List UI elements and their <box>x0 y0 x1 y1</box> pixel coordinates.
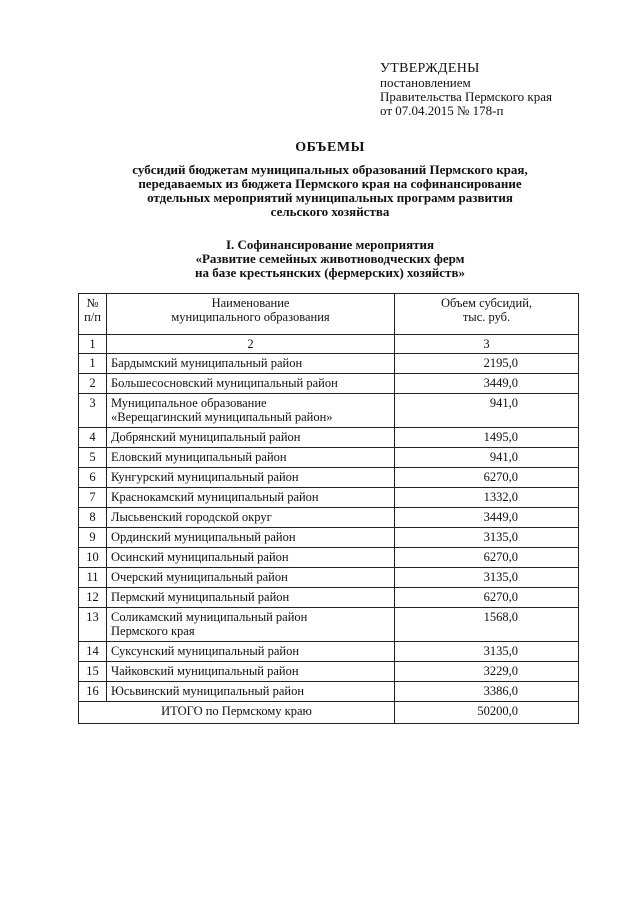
column-number: 3 <box>395 335 579 354</box>
header-no-line-2: п/п <box>84 310 101 324</box>
municipality-name <box>107 528 395 548</box>
municipality-name-line-1: Большесосновский муниципальный район <box>111 376 338 390</box>
table-row <box>79 448 579 468</box>
municipality-name-line-1: Чайковский муниципальный район <box>111 664 299 678</box>
approval-stamp <box>380 62 620 118</box>
subsidy-value: 1332,0 <box>395 488 579 508</box>
table-row <box>79 354 579 374</box>
row-number: 10 <box>79 548 107 568</box>
header-name-line-2: муниципального образования <box>171 310 330 324</box>
row-number: 4 <box>79 428 107 448</box>
municipality-name-line-1: Еловский муниципальный район <box>111 450 287 464</box>
row-number: 1 <box>79 354 107 374</box>
subsidy-value: 6270,0 <box>395 548 579 568</box>
approval-title: УТВЕРЖДЕНЫ <box>380 61 480 76</box>
municipality-name-line-1: Очерский муниципальный район <box>111 570 288 584</box>
municipality-name-line-1: Соликамский муниципальный район <box>111 610 308 624</box>
heading-line-4: сельского хозяйства <box>270 204 390 219</box>
municipality-name <box>107 374 395 394</box>
municipality-name <box>107 508 395 528</box>
municipality-name <box>107 448 395 468</box>
column-number-row <box>79 335 579 354</box>
table-row <box>79 568 579 588</box>
municipality-name-line-1: Пермский муниципальный район <box>111 590 290 604</box>
subsidy-value: 3449,0 <box>395 374 579 394</box>
table-row <box>79 468 579 488</box>
table-row <box>79 608 579 642</box>
subsidy-value: 3135,0 <box>395 528 579 548</box>
row-number: 12 <box>79 588 107 608</box>
subsidy-value: 3135,0 <box>395 642 579 662</box>
municipality-name <box>107 662 395 682</box>
subsidy-value: 1495,0 <box>395 428 579 448</box>
municipality-name-line-1: Лысьвенский городской округ <box>111 510 272 524</box>
row-number: 6 <box>79 468 107 488</box>
header-no <box>79 294 107 335</box>
heading-line-3: отдельных мероприятий муниципальных программ развития <box>147 190 513 205</box>
header-value-line-2: тыс. руб. <box>462 310 511 324</box>
row-number: 11 <box>79 568 107 588</box>
heading-line-1: субсидий бюджетам муниципальных образований Пермского края, <box>132 162 528 177</box>
municipality-name <box>107 548 395 568</box>
subsidy-value: 941,0 <box>395 394 579 428</box>
heading-line-2: передаваемых из бюджета Пермского края на софинансирование <box>138 176 522 191</box>
subsidy-value: 2195,0 <box>395 354 579 374</box>
table-header-row <box>79 294 579 335</box>
municipality-name-line-1: Суксунский муниципальный район <box>111 644 300 658</box>
row-number: 13 <box>79 608 107 642</box>
header-name <box>107 294 395 335</box>
table-row <box>79 374 579 394</box>
municipality-name-line-1: Добрянский муниципальный район <box>111 430 301 444</box>
header-no-line-1: № <box>86 296 99 310</box>
row-number: 15 <box>79 662 107 682</box>
row-number: 7 <box>79 488 107 508</box>
row-number: 3 <box>79 394 107 428</box>
document-title: ОБЪЕМЫ <box>295 140 365 155</box>
table-row <box>79 508 579 528</box>
municipality-name <box>107 568 395 588</box>
document-heading <box>80 141 580 219</box>
approval-line-3: от 07.04.2015 № 178-п <box>380 103 504 118</box>
column-number: 1 <box>79 335 107 354</box>
subsidies-table <box>78 293 579 724</box>
row-number: 5 <box>79 448 107 468</box>
municipality-name-line-2: Пермского края <box>111 624 195 638</box>
subsidy-value: 941,0 <box>395 448 579 468</box>
municipality-name <box>107 608 395 642</box>
municipality-name <box>107 428 395 448</box>
municipality-name-line-1: Бардымский муниципальный район <box>111 356 303 370</box>
approval-line-2: Правительства Пермского края <box>380 89 552 104</box>
column-number: 2 <box>107 335 395 354</box>
municipality-name-line-1: Осинский муниципальный район <box>111 550 289 564</box>
table-row <box>79 662 579 682</box>
municipality-name <box>107 394 395 428</box>
municipality-name-line-1: Юсьвинский муниципальный район <box>111 684 305 698</box>
total-value: 50200,0 <box>395 702 579 724</box>
row-number: 9 <box>79 528 107 548</box>
subsidy-value: 1568,0 <box>395 608 579 642</box>
total-row <box>79 702 579 724</box>
table-row <box>79 394 579 428</box>
header-name-line-1: Наименование <box>211 296 290 310</box>
municipality-name <box>107 488 395 508</box>
row-number: 2 <box>79 374 107 394</box>
municipality-name-line-1: Краснокамский муниципальный район <box>111 490 319 504</box>
section-line-3: на базе крестьянских (фермерских) хозяйств» <box>195 265 465 280</box>
municipality-name <box>107 468 395 488</box>
table-row <box>79 488 579 508</box>
municipality-name-line-1: Кунгурский муниципальный район <box>111 470 299 484</box>
table-row <box>79 528 579 548</box>
section-line-1: I. Софинансирование мероприятия <box>225 237 435 252</box>
header-value <box>395 294 579 335</box>
row-number: 8 <box>79 508 107 528</box>
subsidy-value: 3386,0 <box>395 682 579 702</box>
municipality-name-line-1: Муниципальное образование <box>111 396 267 410</box>
subsidy-value: 6270,0 <box>395 588 579 608</box>
table-row <box>79 642 579 662</box>
approval-line-1: постановлением <box>380 75 471 90</box>
municipality-name <box>107 354 395 374</box>
row-number: 16 <box>79 682 107 702</box>
municipality-name <box>107 682 395 702</box>
header-value-line-1: Объем субсидий, <box>440 296 533 310</box>
municipality-name <box>107 642 395 662</box>
subsidy-value: 3229,0 <box>395 662 579 682</box>
row-number: 14 <box>79 642 107 662</box>
municipality-name-line-2: «Верещагинский муниципальный район» <box>111 410 333 424</box>
section-line-2: «Развитие семейных животноводческих ферм <box>195 251 465 266</box>
subsidy-value: 3135,0 <box>395 568 579 588</box>
subsidy-value: 3449,0 <box>395 508 579 528</box>
table-row <box>79 588 579 608</box>
municipality-name-line-1: Ординский муниципальный район <box>111 530 296 544</box>
subsidy-value: 6270,0 <box>395 468 579 488</box>
municipality-name <box>107 588 395 608</box>
table-row <box>79 428 579 448</box>
section-title <box>80 238 580 280</box>
table-row <box>79 682 579 702</box>
total-label: ИТОГО по Пермскому краю <box>79 702 395 724</box>
table-row <box>79 548 579 568</box>
